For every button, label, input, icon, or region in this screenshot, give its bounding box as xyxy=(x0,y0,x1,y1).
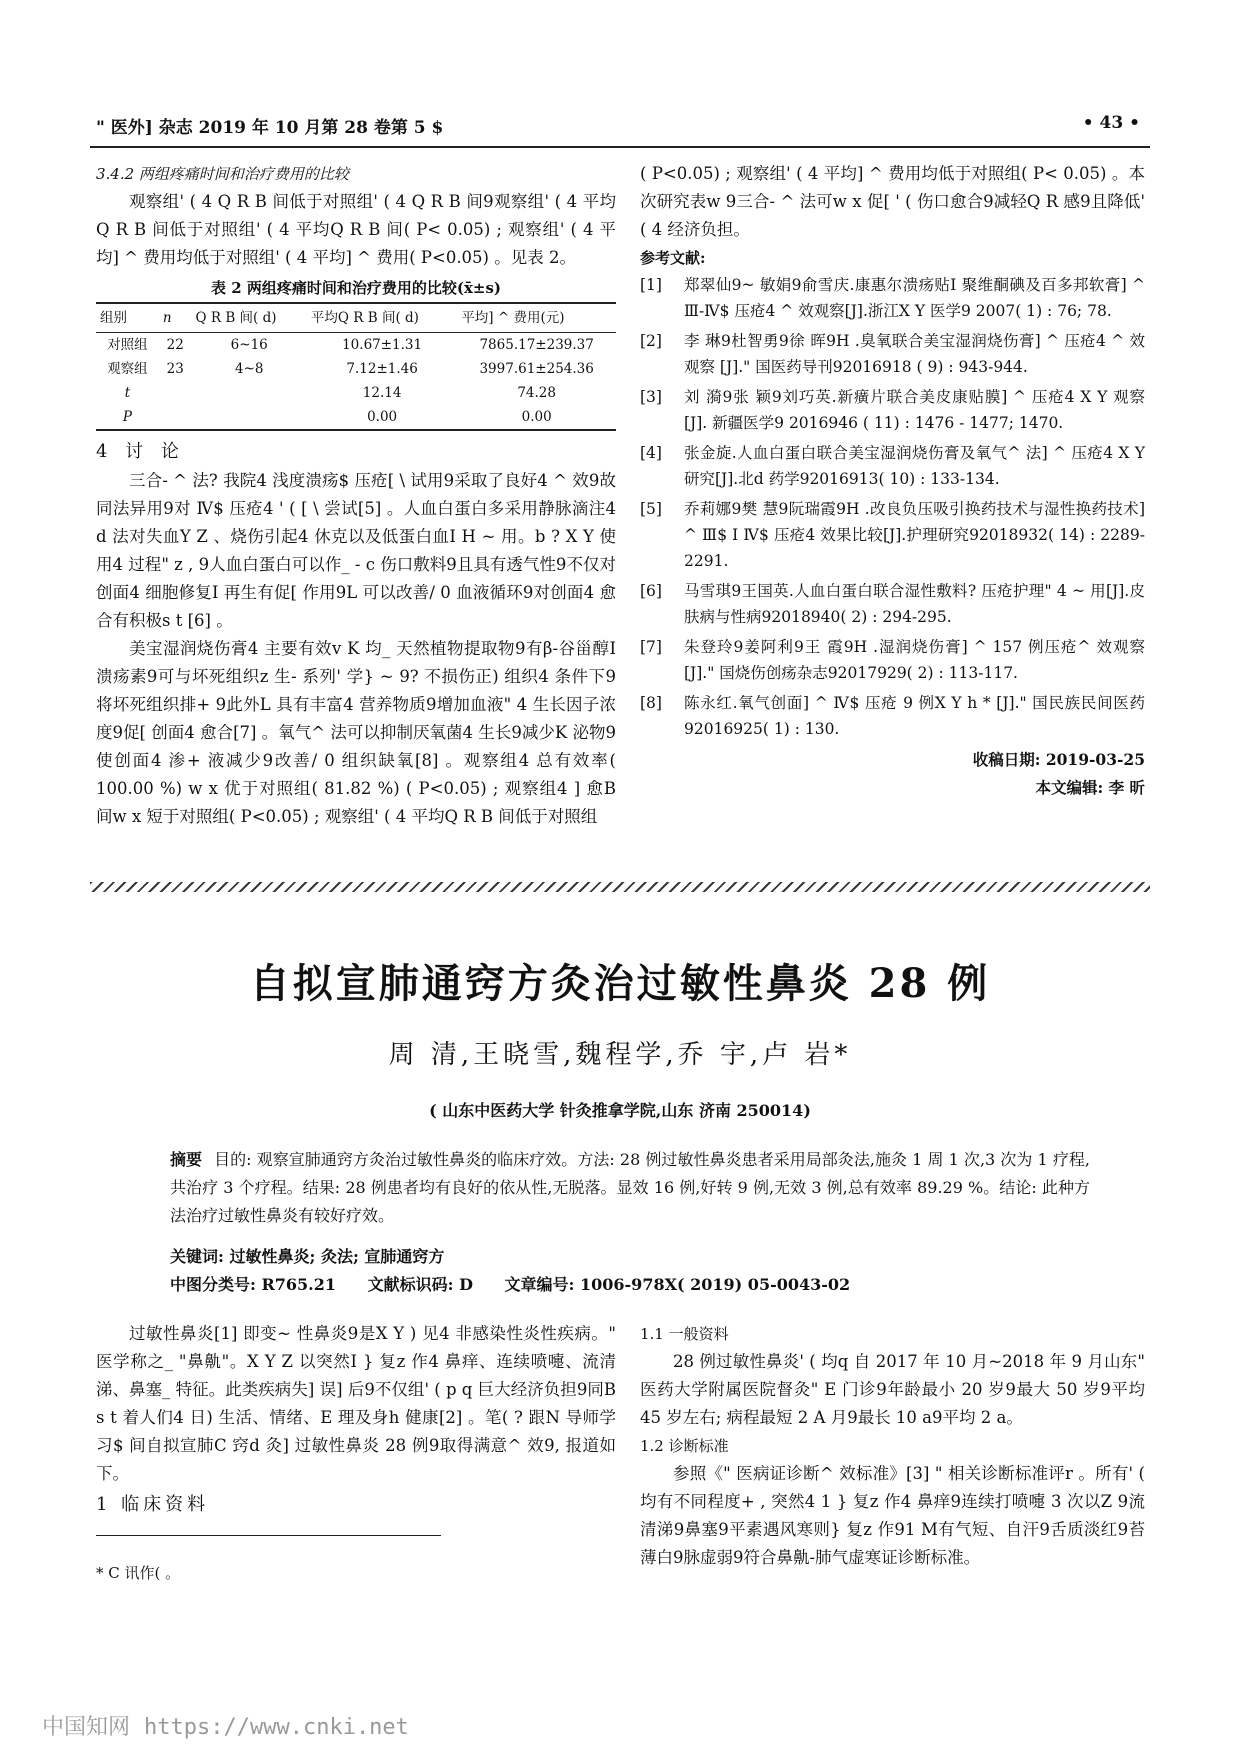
table-cell: 23 xyxy=(166,361,184,377)
reference-text: 乔莉娜9樊 慧9阮瑞霞9H .改良负压吸引换药技术与湿性换药技术] ^ Ⅲ$ I Ⅳ$ 压疮4 效果比较[J].护理研究92018932( 14) : 2289-2291. xyxy=(684,500,1145,570)
reference-text: 陈永红.氧气创面] ^ Ⅳ$ 压疮 9 例X Y h * [J]." 国民族民间医药92016925( 1) : 130. xyxy=(684,694,1145,738)
reference-number: [7] xyxy=(640,638,662,656)
header-rule xyxy=(90,146,1150,148)
reference-item xyxy=(640,440,1145,492)
table-header: Q R B 间( d) xyxy=(192,303,307,333)
reference-item xyxy=(640,328,1145,380)
table-cell: 0.00 xyxy=(457,405,616,430)
classification-line xyxy=(170,1272,876,1295)
table-header: 平均] ^ 费用(元) xyxy=(457,303,616,333)
table-cell: 7865.17±239.37 xyxy=(479,337,594,353)
section-1-1-text: 28 例过敏性鼻炎' ( 均q 自 2017 年 10 月~2018 年 9 月山东" 医药大学附属医院督灸" E 门诊9年龄最小 20 岁9最大 50 岁9平均 45 岁左右; 病程最短 2 A 月9最长 10 a9平均 2 a。 xyxy=(640,1352,1145,1427)
reference-number: [4] xyxy=(640,444,662,462)
reference-item xyxy=(640,690,1145,742)
clc-number: 中图分类号: R765.21 xyxy=(170,1275,337,1294)
table-row xyxy=(96,381,616,405)
right-column xyxy=(640,160,1145,802)
table-cell xyxy=(192,381,307,405)
table-row xyxy=(96,357,616,381)
footnote: * C 讯作( 。 xyxy=(96,1564,181,1582)
body-right-column xyxy=(640,1320,1145,1572)
table-row xyxy=(96,405,616,430)
reference-text: 郑翠仙9~ 敏娟9俞雪庆.康惠尔溃疡贴I 聚维酮碘及百多邦软膏] ^ Ⅲ-Ⅳ$ 压疮4 ^ 效观察[J].浙江X Y 医学9 2007( 1) : 76; 78. xyxy=(684,276,1145,320)
table-cell: 10.67±1.31 xyxy=(342,337,423,353)
reference-text: 李 琳9杜智勇9徐 晖9H .臭氧联合美宝湿润烧伤膏] ^ 压疮4 ^ 效观察 [J]." 国医药导刊92016918 ( 9) : 943-944. xyxy=(684,332,1145,376)
section-3-4-2-text: 观察组' ( 4 Q R B 间低于对照组' ( 4 Q R B 间9观察组' ( 4 平均Q R B 间低于对照组' ( 4 平均Q R B 间( P< 0.05) ; 观察组' ( 4 平均] ^ 费用均低于对照组' ( 4 平均] ^ 费用( P<0.05) 。见表 2。 xyxy=(96,192,616,267)
reference-item xyxy=(640,634,1145,686)
section-1-2-text: 参照《" 医病证诊断^ 效标准》[3] " 相关诊断标准评r 。所有' ( 均有不同程度+ , 突然4 1 } 复z 作4 鼻痒9连续打喷嚏 3 次以Z 9流清涕9鼻塞9平素遇风寒则} 复z 作91 M有气短、自汗9舌质淡红9苔薄白9脉虚弱9符合鼻鼽-肺气虚寒证诊断标准。 xyxy=(640,1464,1145,1567)
table-2-caption: 表 2 两组疼痛时间和治疗费用的比较(x̄±s) xyxy=(210,279,502,297)
article-authors: 周 清,王晓雪,魏程学,乔 宇,卢 岩* xyxy=(388,1040,852,1070)
received-date: 收稿日期: 2019-03-25 xyxy=(972,750,1145,769)
reference-list xyxy=(640,272,1145,742)
table-cell: 对照组 xyxy=(107,337,148,353)
reference-text: 张金旋.人血白蛋白联合美宝湿润烧伤膏及氧气^ 法] ^ 压疮4 X Y 研究[J].北d 药学92016913( 10) : 133-134. xyxy=(684,444,1145,488)
table-cell xyxy=(159,381,192,405)
running-header-journal: " 医外] 杂志 2019 年 10 月第 28 卷第 5 $ xyxy=(96,118,444,138)
article-affiliation: ( 山东中医药大学 针灸推拿学院,山东 济南 250014) xyxy=(429,1101,811,1120)
reference-number: [2] xyxy=(640,332,662,350)
section-1-1-title: 1.1 一般资料 xyxy=(640,1325,729,1343)
table-cell xyxy=(192,405,307,430)
reference-number: [8] xyxy=(640,694,662,712)
article-number: 文章编号: 1006-978X( 2019) 05-0043-02 xyxy=(504,1275,851,1294)
table-cell: 观察组 xyxy=(107,361,148,377)
reference-number: [3] xyxy=(640,388,662,406)
reference-item xyxy=(640,272,1145,324)
discussion-continuation: ( P<0.05) ; 观察组' ( 4 平均] ^ 费用均低于对照组( P< 0.05) 。本次研究表w 9三合- ^ 法可w x 促[ ' ( 伤口愈合9减轻Q R 感9且降低' ( 4 经济负担。 xyxy=(640,164,1145,239)
table-header: 组别 xyxy=(96,303,159,333)
table-header: 平均Q R B 间( d) xyxy=(307,303,457,333)
abstract-text: 目的: 观察宣肺通窍方灸治过敏性鼻炎的临床疗效。方法: 28 例过敏性鼻炎患者采用局部灸法,施灸 1 周 1 次,3 次为 1 疗程,共治疗 3 个疗程。结果: 28 例患者均有良好的依从性,无脱落。显效 16 例,好转 9 例,无效 3 例,总有效率 89.29 %。结论: 此种方法治疗过敏性鼻炎有较好疗效。 xyxy=(170,1150,1090,1225)
reference-text: 马雪琪9王国英.人血白蛋白联合湿性敷料? 压疮护理" 4 ~ 用[J].皮肤病与性病92018940( 2) : 294-295. xyxy=(684,582,1145,626)
reference-text: 刘 漪9张 颖9刘巧英.新癀片联合美皮康贴膜] ^ 压疮4 X Y 观察 [J]. 新疆医学9 2016946 ( 11) : 1476 - 1477; 1470. xyxy=(684,388,1145,432)
section-4-title: 4 讨 论 xyxy=(96,441,185,462)
keywords: 关键词: 过敏性鼻炎; 灸法; 宣肺通窍方 xyxy=(170,1247,445,1266)
section-1-title: 1 临床资料 xyxy=(96,1494,210,1515)
section-3-4-2-title: 3.4.2 两组疼痛时间和治疗费用的比较 xyxy=(96,165,349,183)
footnote-rule xyxy=(96,1535,441,1536)
article-title: 自拟宣肺通窍方灸治过敏性鼻炎 28 例 xyxy=(249,960,991,1007)
reference-text: 朱登玲9姜阿利9王 霞9H .湿润烧伤膏] ^ 157 例压疮^ 效观察 [J]." 国烧伤创疡杂志92017929( 2) : 113-117. xyxy=(684,638,1145,682)
discussion-paragraph-2: 美宝湿润烧伤膏4 主要有效v K 均_ 天然植物提取物9有β-谷甾醇I 溃疡素9可与坏死组织z 生- 系列' 学} ~ 9? 不损伤正) 组织4 条件下9将坏死组织排+ 9此外L 具有丰富4 营养物质9增加血液" 4 生长因子浓度9促[ 创面4 愈合[7] 。氧气^ 法可以抑制厌氧菌4 生长9减少K 泌物9使创面4 渗+ 液减少9改善/ 0 组织缺氧[8] 。观察组4 总有效率( 100.00 %) w x 优于对照组( 81.82 %) ( P<0.05) ; 观察组4 ] 愈B 间w x 短于对照组( P<0.05) ; 观察组' ( 4 平均Q R B 间低于对照组 xyxy=(96,639,616,826)
abstract-label: 摘要 xyxy=(170,1150,203,1169)
reference-number: [1] xyxy=(640,276,662,294)
table-cell: 7.12±1.46 xyxy=(346,361,418,377)
cnki-watermark xyxy=(42,1710,409,1741)
intro-paragraph: 过敏性鼻炎[1] 即变~ 性鼻炎9是X Y ) 见4 非感染性炎性疾病。" 医学称之_ "鼻鼽"。X Y Z 以突然I } 复z 作4 鼻痒、连续喷嚏、流清涕、鼻塞_ 特征。此类疾病失] 误] 后9不仅组' ( p q 巨大经济负担9同B s t 着人们4 日) 生活、情绪、E 理及身h 健康[2] 。笔( ? 跟N 导师学习$ 间自拟宣肺C 窍d 灸] 过敏性鼻炎 28 例9取得满意^ 效9, 报道如下。 xyxy=(96,1324,616,1483)
references-title: 参考文献: xyxy=(640,249,706,267)
table-cell: 6~16 xyxy=(230,337,268,353)
discussion-paragraph-1: 三合- ^ 法? 我院4 浅度溃疡$ 压疮[ \ 试用9采取了良好4 ^ 效9故同法异用9对 Ⅳ$ 压疮4 ' ( [ \ 尝试[5] 。人血白蛋白多采用静脉滴注4 d 法对失血Y Z 、烧伤引起4 休克以及低蛋白血I H ~ 用。b ? X Y 使用4 过程" z , 9人血白蛋白可以作_ - c 伤口敷料9且具有透气性9不仅对创面4 细胞修复I 再生有促[ 作用9L 可以改善/ 0 血液循环9对创面4 愈合有积极s t [6] 。 xyxy=(96,471,616,630)
table-2 xyxy=(96,302,616,431)
reference-number: [6] xyxy=(640,582,662,600)
table-cell: 3997.61±254.36 xyxy=(479,361,594,377)
table-header: n xyxy=(159,303,192,333)
left-column xyxy=(96,160,616,831)
body-left-column xyxy=(96,1320,616,1520)
table-cell: 12.14 xyxy=(362,385,402,401)
table-cell: P xyxy=(96,405,159,430)
reference-item xyxy=(640,496,1145,574)
table-cell: 74.28 xyxy=(517,385,556,401)
document-code: 文献标识码: D xyxy=(367,1275,473,1294)
reference-number: [5] xyxy=(640,500,662,518)
table-cell: 0.00 xyxy=(307,405,457,430)
table-cell: 4~8 xyxy=(234,361,264,377)
abstract xyxy=(170,1146,1090,1230)
reference-item xyxy=(640,578,1145,630)
section-1-2-title: 1.2 诊断标准 xyxy=(640,1437,729,1455)
watermark-site: 中国知网 xyxy=(42,1715,131,1740)
table-cell xyxy=(159,405,192,430)
page-number: • 43 • xyxy=(1082,113,1140,133)
table-row xyxy=(96,333,616,358)
article-divider xyxy=(90,882,1150,892)
watermark-url: https://www.cnki.net xyxy=(144,1715,409,1740)
table-cell: 22 xyxy=(166,337,184,353)
table-cell: t xyxy=(124,385,131,401)
editor-name: 本文编辑: 李 昕 xyxy=(1035,778,1145,797)
reference-item xyxy=(640,384,1145,436)
